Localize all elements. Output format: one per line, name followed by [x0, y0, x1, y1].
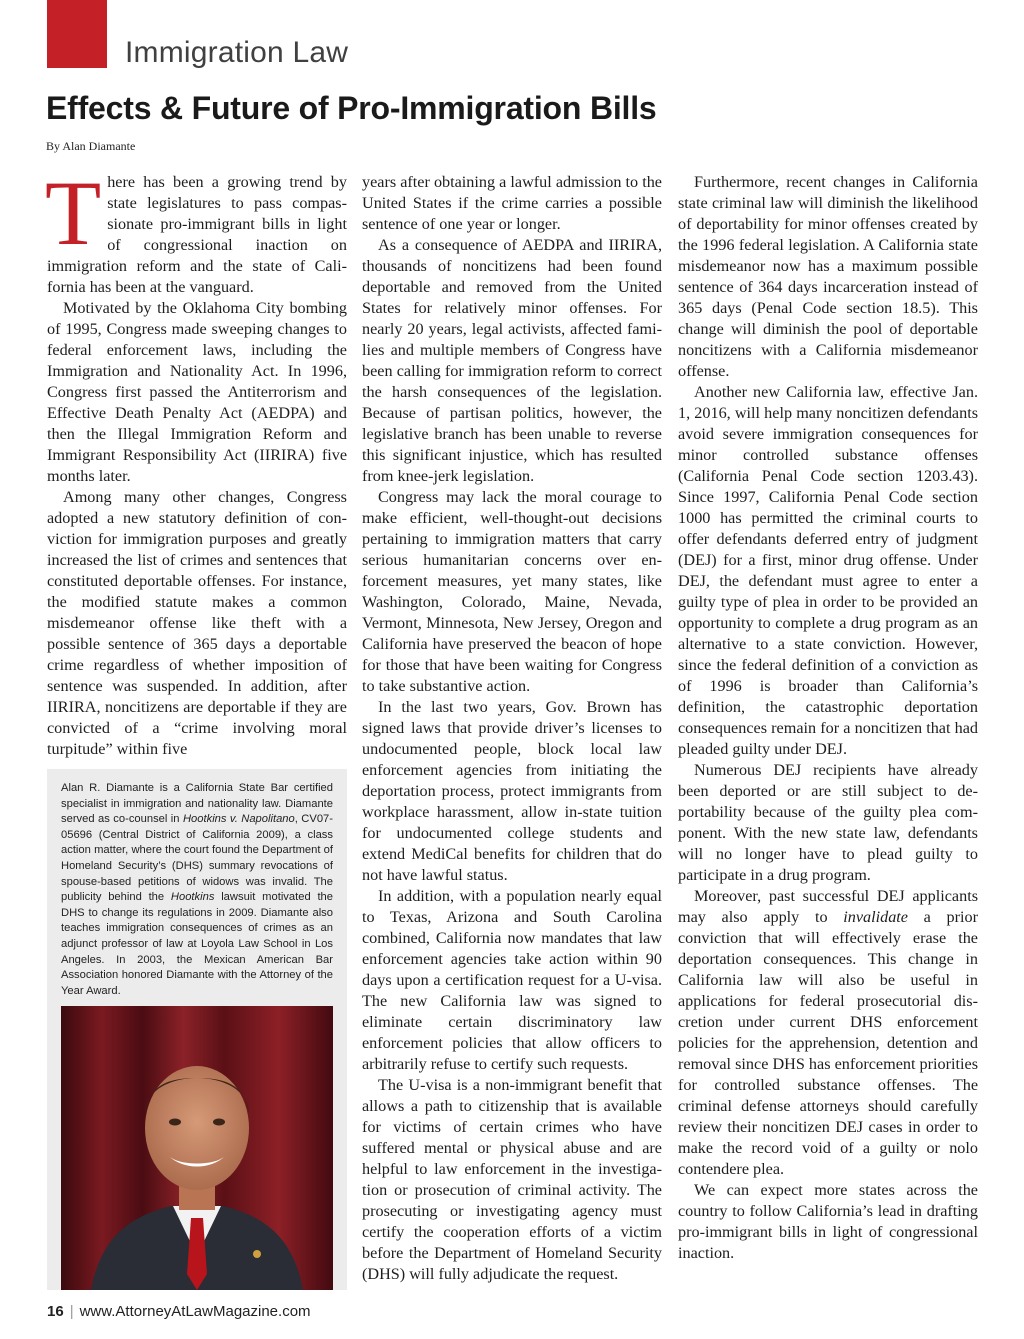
- byline: By Alan Diamante: [46, 139, 136, 153]
- article-paragraph: Congress may lack the moral courage to make efficient, well-thought-out decisions pertaining to immigration matters that carry serious humanitarian concerns over enforcement measures, yet many states, like Washington, Colorado, Maine, Nevada, Vermont, Minnesota, New Jersey, Oregon and California have preserved the beacon of hope for those that have been waiting for Congress to take substantive action.: [362, 488, 662, 695]
- author-bio-box: [47, 769, 347, 1290]
- author-photo: [61, 1006, 333, 1290]
- article-paragraph: years after obtaining a lawful admission to the United States if the crime carries a possible sentence of one year or longer.: [362, 173, 662, 233]
- article-column-1: [45, 162, 347, 760]
- article-column-3: [678, 172, 978, 1264]
- page-footer: 16 | www.AttorneyAtLawMagazine.com: [47, 1303, 311, 1320]
- article-paragraph: Furthermore, recent changes in California state criminal law will diminish the likelihood of deportability for minor offenses created by the 1996 federal legislation. A California state misdemeanor now has a maximum possible sentence of 364 days incarceration instead of 365 days (Penal Code section 18.5). This change will diminish the pool of deportable noncitizens with a California misdemeanor offense.: [678, 173, 978, 380]
- article-paragraph: Numerous DEJ recipients have already been deported or are still subject to deportability because of the guilty plea component. With the new state law, defendants will no longer have to plead guilty to participate in a drug program.: [678, 761, 978, 884]
- section-label: Immigration Law: [125, 36, 349, 69]
- article-paragraph: There has been a growing trend by state legislatures to pass compassionate pro-immigrant bills in light of congressional inaction on immigration reform and the state of California has been at the vanguard.: [45, 162, 347, 296]
- article-paragraph: In the last two years, Gov. Brown has signed laws that provide driver’s licenses to undocumented people, block local law enforcement agencies from initiating the deportation process, protect immigrants from workplace harassment, allow in-state tuition for undocumented college students and extend MediCal benefits for children that do not have lawful status.: [362, 698, 662, 884]
- section-color-block: [47, 0, 107, 68]
- website-url[interactable]: www.AttorneyAtLawMagazine.com: [79, 1303, 311, 1320]
- article-paragraph: As a consequence of AEDPA and IIRIRA, thousands of noncitizens had been found deportable and removed from the United States for relatively minor offenses. For nearly 20 years, legal activists, affected families and multiple members of Congress have been calling for immigration reform to correct the harsh consequences of the legislation. Because of partisan politics, however, the legislative branch has been unable to reverse this significant injustice, which has resulted from knee-jerk legislation.: [362, 236, 662, 485]
- article-column-2: [362, 172, 662, 1285]
- article-paragraph: Another new California law, effective Jan. 1, 2016, will help many noncitizen defendants avoid severe immigration consequences for minor controlled substance offenses (California Penal Code section 1203.43). Since 1997, California Penal Code section 1000 has permitted the criminal courts to offer defendants deferred entry of judgment (DEJ) for a first, minor drug offense. Under DEJ, the defendant must agree to enter a guilty type of plea in order to be provided an opportunity to complete a drug program as an alternative to a state conviction. However, since the federal definition of a conviction as of 1996 is broader than California’s definition, the catastrophic deportation consequences remain for a noncitizen that had pleaded guilty under DEJ.: [678, 383, 978, 758]
- drop-cap: T: [45, 162, 102, 264]
- page-number: 16: [47, 1303, 64, 1320]
- article-paragraph: In addition, with a population nearly equal to Texas, Arizona and South Carolina combined, California now mandates that law enforcement agencies take action within 90 days upon a certification request for a U-visa. The new California law was signed to eliminate certain discriminatory law enforcement policies that allow officers to arbitrarily refuse to certify such requests.: [362, 887, 662, 1073]
- article-paragraph: Motivated by the Oklahoma City bombing of 1995, Congress made sweeping changes to federal enforcement laws, including the Immigration and Nationality Act. In 1996, Congress first passed the Antiterrorism and Effective Death Penalty Act (AEDPA) and then the Illegal Immigration Reform and Immigrant Responsibility Act (IIRIRA) five months later.: [47, 299, 347, 485]
- article-paragraph: Among many other changes, Congress adopted a new statutory definition of conviction for immigration purposes and greatly increased the list of crimes and sentences that constituted deportable offenses. For instance, the modified statute makes a common misdemeanor offense like theft with a possible sentence of 365 days a deportable crime regardless of whether imposition of sentence was suspended. In addition, after IIRIRA, noncitizens are deportable if they are convicted of a “crime involving moral turpitude” within five: [47, 488, 347, 758]
- author-bio: Alan R. Diamante is a California State Bar certified specialist in immigration and nationality law. Diamante served as co-counsel in Hootkins v. Napolitano, CV07-05696 (Central District of California 2009), a class action matter, where the court found the Department of Homeland Security’s (DHS) summary revocations of spouse-based petitions of widows was invalid. The publicity behind the Hootkins lawsuit motivated the DHS to change its regulations in 2009. Diamante also teaches immigration consequences of crimes as an adjunct professor of law at Loyola Law School in Los Angeles. In 2003, the Mexican American Bar Association honored Diamante with the Attorney of the Year Award.: [61, 782, 333, 997]
- article-paragraph: The U-visa is a non-immigrant benefit that allows a path to citizenship that is available for victims of certain crimes who have suffered mental or physical abuse and are helpful to law enforcement in the investigation or prosecution of criminal activity. The prosecuting or investigating agency must certify the cooperation efforts of a victim before the Department of Homeland Security (DHS) will fully adjudicate the request.: [362, 1076, 662, 1283]
- article-headline: Effects & Future of Pro-Immigration Bills: [46, 90, 657, 126]
- article-paragraph: Moreover, past successful DEJ applicants may also apply to invalidate a prior conviction that will effectively erase the deportation consequences. This change in California law will also be useful in applications for federal prosecutorial discretion under current DHS enforcement policies for the apprehension, detention and removal since DHS has enforcement priorities for controlled substance offenses. The criminal defense attorneys should carefully review their noncitizen DEJ cases in order to make the record void of a guilty or nolo contendere plea.: [678, 887, 979, 1178]
- article-paragraph: We can expect more states across the country to follow California’s lead in drafting pro-immigrant bills in light of congressional inaction.: [678, 1181, 978, 1262]
